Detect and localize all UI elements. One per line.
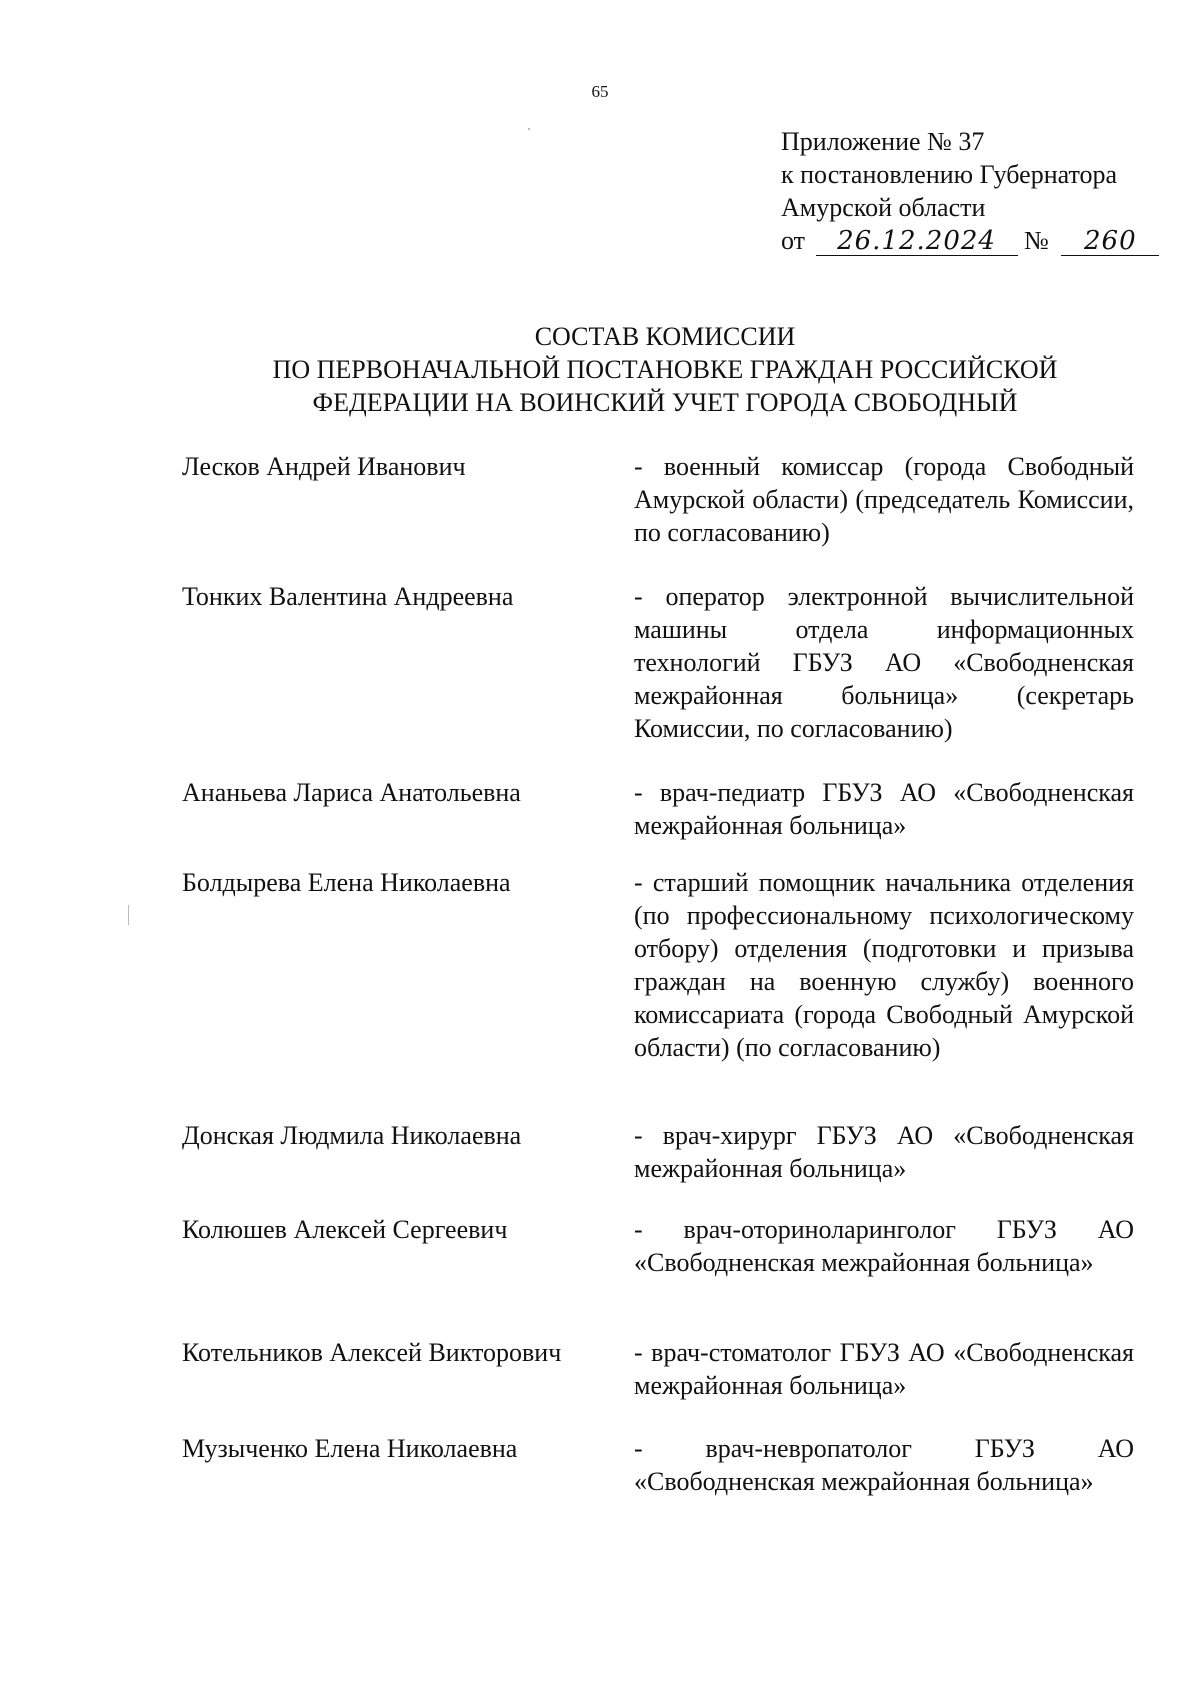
- appendix-date-line: [781, 224, 1159, 257]
- member-row: [182, 776, 1134, 866]
- member-role: - врач-педиатр ГБУЗ АО «Свободненская межрайонная больница»: [634, 778, 1134, 840]
- member-role: - врач-невропатолог ГБУЗ АО «Свободненская межрайонная больница»: [634, 1434, 1134, 1496]
- title-line-3: ФЕДЕРАЦИИ НА ВОИНСКИЙ УЧЕТ ГОРОДА СВОБОДНЫЙ: [312, 388, 1018, 417]
- page-number: 65: [591, 82, 609, 101]
- member-role: - врач-оториноларинголог ГБУЗ АО «Свободненская межрайонная больница»: [634, 1215, 1134, 1277]
- commission-members-list: [182, 450, 1134, 1498]
- appendix-block: [781, 125, 1159, 257]
- member-name: Колюшев Алексей Сергеевич: [182, 1215, 508, 1244]
- member-role: - оператор электронной вычислительной машины отдела информационных технологий ГБУЗ АО «Свободненская межрайонная больница» (секретарь Комиссии, по согласованию): [634, 582, 1134, 743]
- member-role: - старший помощник начальника отделения (по профессиональному психологическому отбору) отделения (подготовки и призыва граждан на военную службу) военного комиссариата (города Свободный Амурской области) (по согласованию): [634, 868, 1134, 1062]
- member-name: Музыченко Елена Николаевна: [182, 1434, 518, 1463]
- scan-artifact: [528, 128, 530, 130]
- member-name: Котельников Алексей Викторович: [182, 1338, 562, 1367]
- member-name: Донская Людмила Николаевна: [182, 1121, 522, 1150]
- member-role: - врач-стоматолог ГБУЗ АО «Свободненская межрайонная больница»: [634, 1338, 1134, 1400]
- member-row: [182, 580, 1134, 776]
- title-line-1: СОСТАВ КОМИССИИ: [534, 322, 796, 351]
- member-row: [182, 450, 1134, 580]
- document-title: [0, 320, 1200, 419]
- member-name: Болдырева Елена Николаевна: [182, 868, 511, 897]
- member-row: [182, 1336, 1134, 1432]
- scan-artifact: [128, 905, 129, 925]
- member-name: Тонких Валентина Андреевна: [182, 582, 514, 611]
- date-prefix: от: [781, 226, 806, 255]
- member-role: - врач-хирург ГБУЗ АО «Свободненская межрайонная больница»: [634, 1121, 1134, 1183]
- member-row: [182, 1119, 1134, 1213]
- member-name: Лесков Андрей Иванович: [182, 452, 466, 481]
- appendix-title: Приложение № 37: [781, 127, 985, 156]
- member-row: [182, 1432, 1134, 1498]
- number-prefix: №: [1024, 226, 1049, 255]
- handwritten-date: 26.12.2024: [816, 227, 1018, 256]
- member-row: [182, 866, 1134, 1119]
- member-row: [182, 1213, 1134, 1336]
- appendix-resolution: к постановлению Губернатора: [781, 160, 1118, 189]
- title-line-2: ПО ПЕРВОНАЧАЛЬНОЙ ПОСТАНОВКЕ ГРАЖДАН РОССИЙСКОЙ: [272, 355, 1058, 384]
- member-role: - военный комиссар (города Свободный Амурской области) (председатель Комиссии, по согласованию): [634, 452, 1134, 547]
- appendix-region: Амурской области: [781, 193, 986, 222]
- handwritten-number: 260: [1061, 227, 1159, 256]
- member-name: Ананьева Лариса Анатольевна: [182, 778, 521, 807]
